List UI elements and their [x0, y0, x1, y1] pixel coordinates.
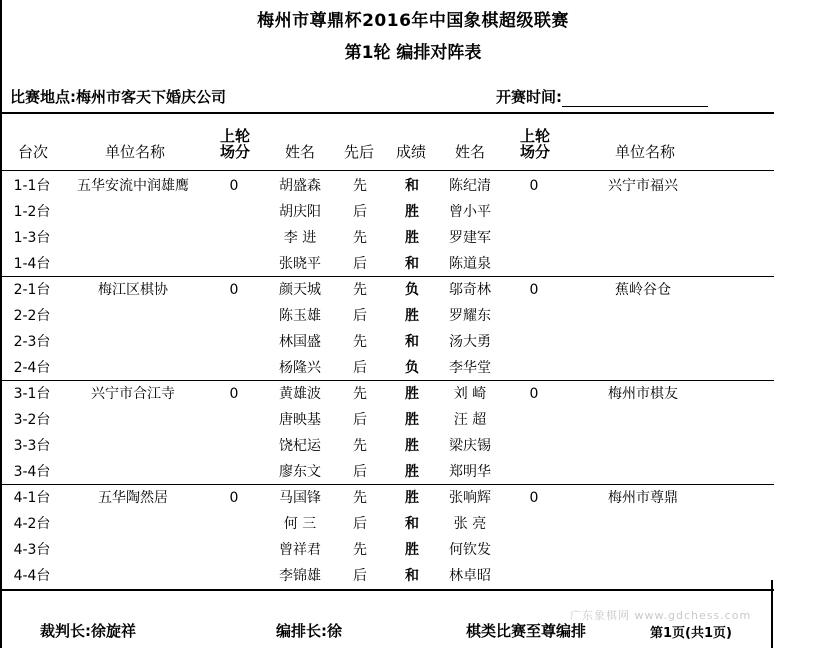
- name-left-cell: 马国锋: [279, 490, 321, 506]
- order-cell: 后: [353, 568, 367, 584]
- result-cell: 胜: [405, 412, 419, 428]
- score-right-cell: [514, 459, 554, 485]
- unit-left-cell: 五华安流中润雄鹰: [77, 178, 189, 194]
- score-left-cell: [214, 433, 254, 459]
- board-cell: 4-2台: [13, 516, 51, 532]
- name-right-cell: 张 亮: [453, 516, 487, 532]
- table-row: [0, 537, 774, 563]
- board-cell: 4-4台: [13, 568, 51, 584]
- header-result: 成绩: [395, 143, 426, 161]
- unit-right-cell: 蕉岭谷仓: [615, 282, 671, 298]
- header-prev-right-1: 上轮: [519, 127, 550, 145]
- result-cell: 和: [405, 516, 419, 532]
- name-right-cell: 张响辉: [449, 490, 491, 506]
- score-right-cell: [514, 329, 554, 355]
- name-right-cell: 邬奇林: [449, 282, 491, 298]
- order-cell: 先: [353, 542, 367, 558]
- table-row: [0, 459, 774, 485]
- result-cell: 胜: [405, 438, 419, 454]
- result-cell: 和: [405, 256, 419, 272]
- name-right-cell: 汤大勇: [449, 334, 491, 350]
- score-left-cell: [214, 251, 254, 277]
- board-cell: 4-3台: [13, 542, 51, 558]
- name-left-cell: 李 进: [283, 230, 317, 246]
- score-left-cell: [214, 511, 254, 537]
- name-left-cell: 黄雄波: [279, 386, 321, 402]
- board-cell: 2-4台: [13, 360, 51, 376]
- board-cell: 3-1台: [13, 386, 51, 402]
- name-right-cell: 刘 崎: [453, 386, 487, 402]
- name-right-cell: 林卓昭: [449, 568, 491, 584]
- order-cell: 后: [353, 256, 367, 272]
- table-row: [0, 173, 774, 199]
- table-row: [0, 355, 774, 381]
- footer-software: 棋类比赛至尊编排: [466, 622, 587, 640]
- watermark: 广东象棋网 www.gdchess.com: [570, 609, 752, 622]
- table-row: [0, 485, 774, 511]
- name-right-cell: 曾小平: [449, 204, 491, 220]
- name-left-cell: 曾祥君: [279, 542, 321, 558]
- table-row: [0, 303, 774, 329]
- name-left-cell: 陈玉雄: [279, 308, 321, 324]
- header-prev-left-1: 上轮: [219, 127, 250, 145]
- score-left-cell: [214, 537, 254, 563]
- board-cell: 2-2台: [13, 308, 51, 324]
- name-left-cell: 唐映基: [279, 412, 321, 428]
- name-right-cell: 陈道泉: [449, 256, 491, 272]
- score-right-cell: [514, 199, 554, 225]
- unit-right-cell: [578, 225, 708, 251]
- order-cell: 先: [353, 334, 367, 350]
- result-cell: 胜: [405, 386, 419, 402]
- name-left-cell: 张晓平: [279, 256, 321, 272]
- unit-left-cell: [62, 329, 204, 355]
- order-cell: 后: [353, 308, 367, 324]
- order-cell: 先: [353, 230, 367, 246]
- unit-right-cell: [578, 537, 708, 563]
- name-right-cell: 罗建军: [449, 230, 491, 246]
- start-time-blank: [562, 92, 708, 107]
- result-cell: 和: [405, 568, 419, 584]
- board-cell: 4-1台: [13, 490, 51, 506]
- unit-right-cell: [578, 407, 708, 433]
- unit-right-cell: 梅州市棋友: [608, 386, 678, 402]
- result-cell: 负: [405, 360, 419, 376]
- page-title: 梅州市尊鼎杯2016年中国象棋超级联赛: [257, 11, 569, 31]
- unit-left-cell: [62, 433, 204, 459]
- table-row: [0, 433, 774, 459]
- unit-right-cell: [578, 511, 708, 537]
- order-cell: 后: [353, 204, 367, 220]
- order-cell: 先: [353, 438, 367, 454]
- unit-left-cell: 五华陶然居: [98, 490, 168, 506]
- board-cell: 2-3台: [13, 334, 51, 350]
- unit-left-cell: [62, 563, 204, 589]
- score-left-cell: 0: [229, 178, 239, 194]
- name-left-cell: 饶杞运: [279, 438, 321, 454]
- page-subtitle: 第1轮 编排对阵表: [344, 43, 482, 63]
- score-right-cell: 0: [529, 282, 539, 298]
- name-left-cell: 林国盛: [279, 334, 321, 350]
- unit-left-cell: [62, 407, 204, 433]
- name-right-cell: 郑明华: [449, 464, 491, 480]
- score-right-cell: [514, 407, 554, 433]
- score-left-cell: [214, 459, 254, 485]
- name-left-cell: 杨隆兴: [279, 360, 321, 376]
- score-left-cell: [214, 407, 254, 433]
- table-row: [0, 563, 774, 589]
- name-left-cell: 胡庆阳: [279, 204, 321, 220]
- name-right-cell: 罗耀东: [449, 308, 491, 324]
- score-left-cell: 0: [229, 282, 239, 298]
- header-name-right: 姓名: [454, 143, 485, 161]
- result-cell: 胜: [405, 308, 419, 324]
- order-cell: 先: [353, 178, 367, 194]
- table-row: [0, 251, 774, 277]
- unit-right-cell: [578, 433, 708, 459]
- unit-left-cell: [62, 303, 204, 329]
- score-right-cell: [514, 225, 554, 251]
- unit-left-cell: 兴宁市合江寺: [91, 386, 175, 402]
- name-left-cell: 胡盛森: [279, 178, 321, 194]
- order-cell: 先: [353, 386, 367, 402]
- score-left-cell: [214, 355, 254, 381]
- name-left-cell: 廖东文: [279, 464, 321, 480]
- name-right-cell: 陈纪清: [449, 178, 491, 194]
- board-cell: 2-1台: [13, 282, 51, 298]
- venue-label: 比赛地点:梅州市客天下婚庆公司: [10, 88, 227, 106]
- table-bottom-rule: [0, 589, 774, 591]
- score-right-cell: 0: [529, 178, 539, 194]
- table-row: [0, 225, 774, 251]
- order-cell: 后: [353, 360, 367, 376]
- unit-right-cell: [578, 199, 708, 225]
- unit-left-cell: [62, 459, 204, 485]
- unit-right-cell: [578, 459, 708, 485]
- table-row: [0, 511, 774, 537]
- score-right-cell: [514, 563, 554, 589]
- score-right-cell: 0: [529, 490, 539, 506]
- header-unit-left: 单位名称: [104, 143, 165, 161]
- result-cell: 和: [405, 334, 419, 350]
- result-cell: 胜: [405, 204, 419, 220]
- score-right-cell: [514, 537, 554, 563]
- unit-right-cell: [578, 563, 708, 589]
- unit-right-cell: [578, 303, 708, 329]
- table-row: [0, 199, 774, 225]
- order-cell: 后: [353, 464, 367, 480]
- order-cell: 先: [353, 282, 367, 298]
- order-cell: 后: [353, 412, 367, 428]
- score-left-cell: [214, 225, 254, 251]
- result-cell: 胜: [405, 464, 419, 480]
- board-cell: 1-2台: [13, 204, 51, 220]
- board-cell: 1-3台: [13, 230, 51, 246]
- board-cell: 1-1台: [13, 178, 51, 194]
- unit-left-cell: [62, 511, 204, 537]
- header-unit-right: 单位名称: [614, 143, 675, 161]
- start-time-label: 开赛时间:: [496, 88, 562, 106]
- header-order: 先后: [343, 143, 374, 161]
- unit-left-cell: [62, 355, 204, 381]
- board-cell: 3-3台: [13, 438, 51, 454]
- score-left-cell: [214, 563, 254, 589]
- table-row: [0, 277, 774, 303]
- unit-left-cell: 梅江区棋协: [98, 282, 168, 298]
- unit-right-cell: [578, 329, 708, 355]
- score-right-cell: [514, 303, 554, 329]
- order-cell: 先: [353, 490, 367, 506]
- table-row: [0, 381, 774, 407]
- board-cell: 1-4台: [13, 256, 51, 272]
- header-top-rule: [0, 112, 774, 114]
- name-left-cell: 何 三: [283, 516, 317, 532]
- unit-left-cell: [62, 199, 204, 225]
- header-name-left: 姓名: [284, 143, 315, 161]
- score-left-cell: 0: [229, 490, 239, 506]
- name-left-cell: 颜天城: [279, 282, 321, 298]
- order-cell: 后: [353, 516, 367, 532]
- board-cell: 3-2台: [13, 412, 51, 428]
- result-cell: 胜: [405, 490, 419, 506]
- unit-right-cell: 梅州市尊鼎: [608, 490, 678, 506]
- header-bottom-rule: [0, 170, 774, 171]
- score-right-cell: [514, 251, 554, 277]
- name-right-cell: 梁庆锡: [449, 438, 491, 454]
- unit-left-cell: [62, 225, 204, 251]
- header-prev-left-2: 场分: [219, 143, 250, 161]
- unit-right-cell: [578, 355, 708, 381]
- table-row: [0, 329, 774, 355]
- footer-referee: 裁判长:徐旋祥: [40, 622, 136, 640]
- result-cell: 胜: [405, 542, 419, 558]
- table-row: [0, 407, 774, 433]
- result-cell: 胜: [405, 230, 419, 246]
- score-right-cell: [514, 355, 554, 381]
- board-cell: 3-4台: [13, 464, 51, 480]
- footer-page: 第1页(共1页): [650, 626, 732, 641]
- result-cell: 和: [405, 178, 419, 194]
- result-cell: 负: [405, 282, 419, 298]
- name-left-cell: 李锦雄: [279, 568, 321, 584]
- unit-right-cell: [578, 251, 708, 277]
- score-left-cell: [214, 329, 254, 355]
- name-right-cell: 何钦发: [449, 542, 491, 558]
- score-right-cell: 0: [529, 386, 539, 402]
- score-left-cell: [214, 199, 254, 225]
- start-time: [496, 86, 708, 107]
- unit-right-cell: 兴宁市福兴: [608, 178, 678, 194]
- score-right-cell: [514, 433, 554, 459]
- score-right-cell: [514, 511, 554, 537]
- score-left-cell: 0: [229, 386, 239, 402]
- name-right-cell: 李华堂: [449, 360, 491, 376]
- unit-left-cell: [62, 537, 204, 563]
- footer-arranger: 编排长:徐: [276, 622, 342, 640]
- header-board: 台次: [17, 143, 48, 161]
- table-header: [0, 122, 774, 170]
- score-left-cell: [214, 303, 254, 329]
- unit-left-cell: [62, 251, 204, 277]
- name-right-cell: 汪 超: [453, 412, 487, 428]
- header-prev-right-2: 场分: [519, 143, 550, 161]
